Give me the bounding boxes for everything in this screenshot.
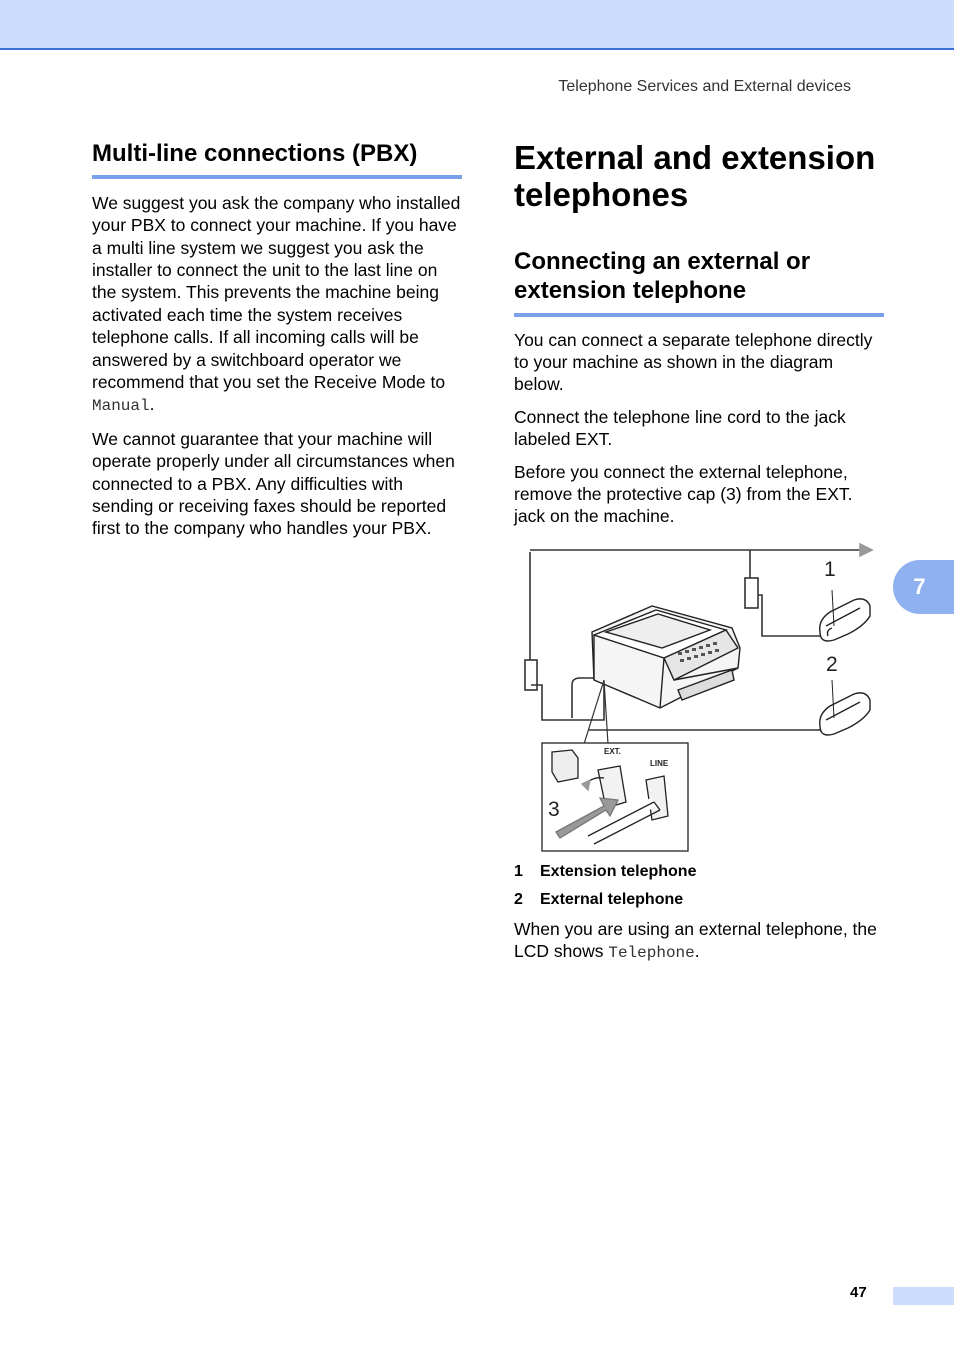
callout-2: 2 — [826, 653, 838, 676]
pbx-paragraph-1 — [92, 192, 462, 418]
callout-3: 3 — [548, 798, 560, 821]
legend-item — [514, 889, 884, 917]
page-number: 47 — [850, 1284, 867, 1301]
chapter-side-tab: 7 — [893, 560, 954, 614]
receive-mode-manual: Manual — [92, 397, 150, 416]
lcd-note-paragraph — [514, 918, 884, 965]
callout-1: 1 — [824, 558, 836, 581]
page-number-tab — [893, 1287, 954, 1305]
external-phone-illustration — [820, 680, 870, 735]
running-header: Telephone Services and External devices — [558, 78, 851, 95]
connect-paragraph-1: You can connect a separate telephone directly to your machine as shown in the diagram below. — [514, 329, 873, 395]
extension-phone-illustration — [820, 590, 870, 641]
right-column — [514, 140, 884, 538]
diagram-legend — [514, 861, 884, 917]
lcd-note — [514, 918, 884, 975]
jack-ext-label: EXT. — [604, 747, 621, 756]
chapter-title: External and extension telephones — [514, 139, 876, 213]
legend-number: 1 — [514, 863, 523, 880]
legend-label: Extension telephone — [540, 863, 697, 880]
pbx-paragraph-1-text: We suggest you ask the company who installed your PBX to connect your machine. If you have a multi line system we suggest you ask the installer to connect the unit to the last line on the system. This prevents the machine being activated each time the system receives telephone calls. If all incoming calls will be answered by a switchboard operator we recommend that you set the Receive Mode to — [92, 192, 461, 393]
lcd-mode-telephone: Telephone — [608, 944, 695, 963]
legend-item — [514, 861, 884, 889]
lcd-note-text: When you are using an external telephone, the LCD shows — [514, 919, 877, 962]
pbx-paragraph-2: We cannot guarantee that your machine will operate properly under all circumstances when connected to a PBX. Any difficulties with sending or receiving faxes should be reported first to the company who handles your PBX. — [92, 428, 455, 539]
connection-diagram — [514, 540, 884, 856]
connect-paragraph-3: Before you connect the external telephone, remove the protective cap (3) from the EXT. jack on the machine. — [514, 461, 853, 527]
jack-line-label: LINE — [650, 759, 669, 768]
machine-illustration — [592, 606, 740, 708]
section-heading-pbx: Multi-line connections (PBX) — [92, 140, 462, 179]
legend-number: 2 — [514, 891, 523, 908]
connect-paragraph-2: Connect the telephone line cord to the jack labeled EXT. — [514, 406, 846, 450]
legend-label: External telephone — [540, 891, 684, 908]
left-column — [92, 140, 462, 550]
lcd-note-end: . — [694, 941, 700, 962]
sub-heading-connecting: Connecting an external or extension telephone — [514, 248, 884, 317]
pbx-paragraph-1-end: . — [149, 394, 155, 415]
top-band — [0, 0, 954, 50]
